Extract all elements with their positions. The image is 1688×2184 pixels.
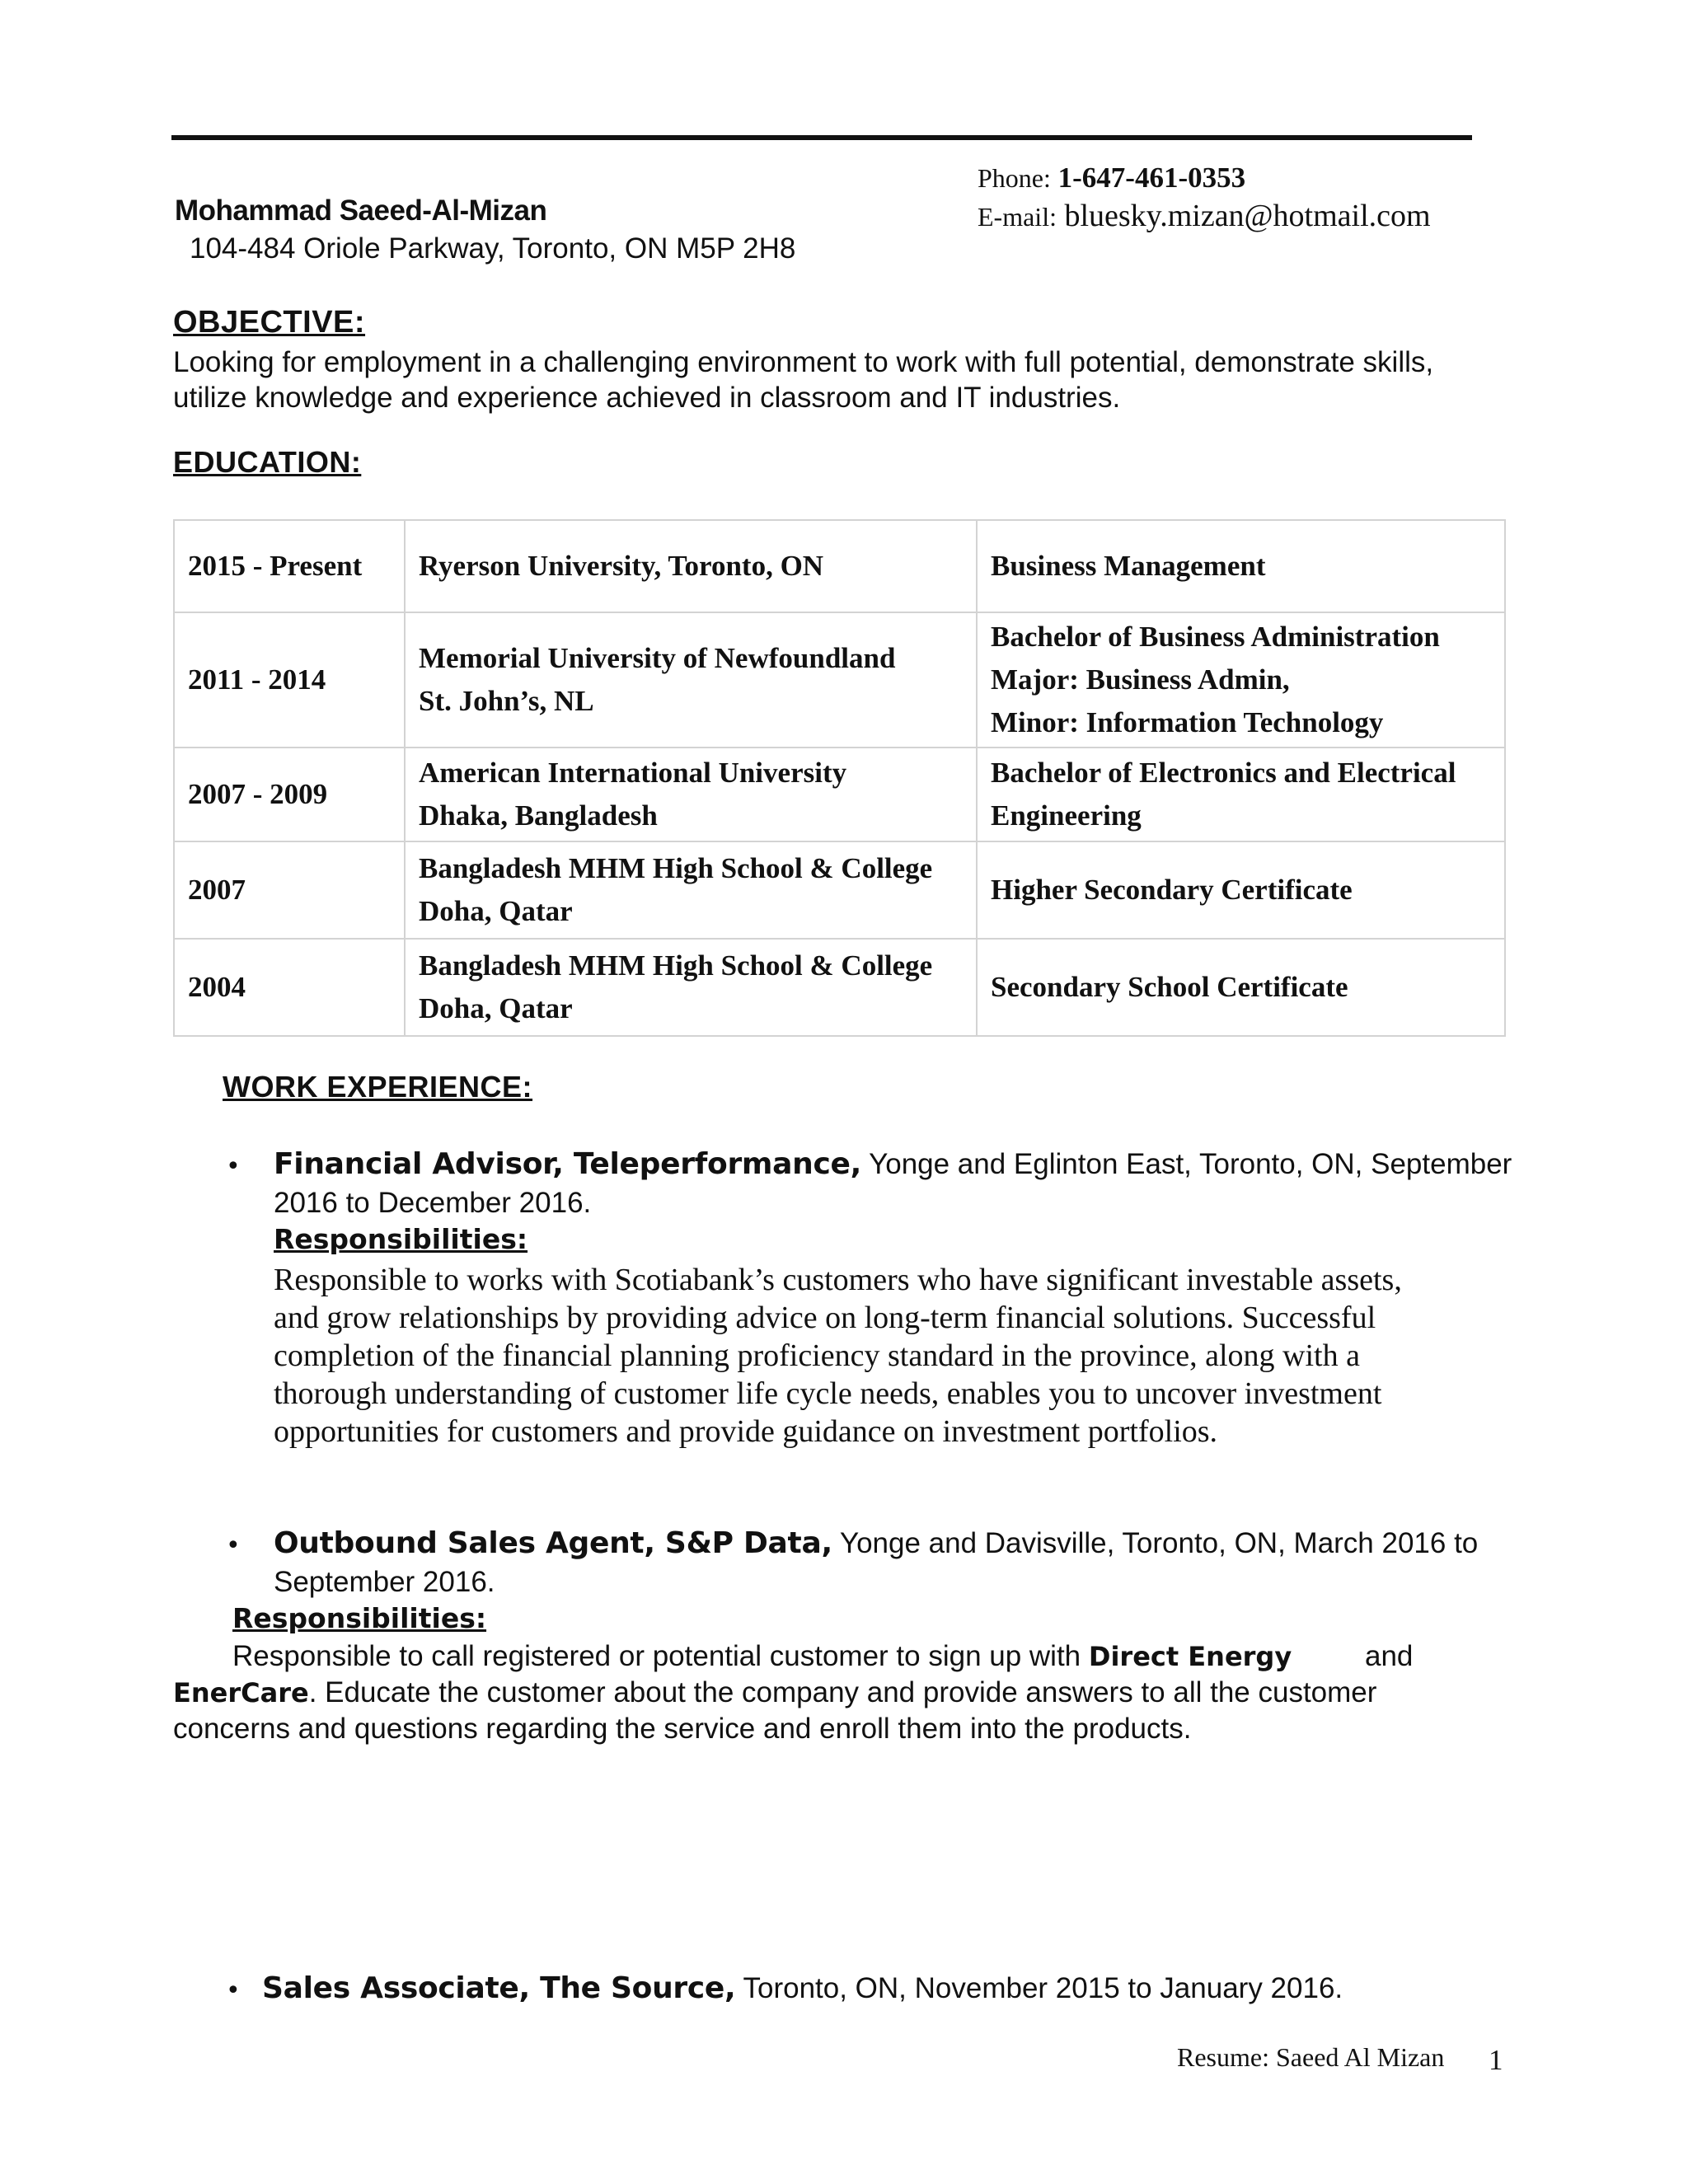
job-header-1 xyxy=(274,1147,1526,1181)
job-desc-line-2 xyxy=(173,1675,1508,1711)
job-details: Toronto, ON, November 2015 to January 2016. xyxy=(735,1972,1343,2004)
job-desc-line: Responsible to works with Scotiabank’s customers who have significant investable assets, xyxy=(274,1263,1402,1297)
job-title: Financial Advisor, Teleperformance, xyxy=(274,1147,861,1181)
edu-school-name: Memorial University of Newfoundland xyxy=(419,642,896,674)
edu-school-location: St. John’s, NL xyxy=(419,685,594,717)
job-description-1 xyxy=(274,1261,1526,1451)
job-details: Yonge and Davisville, Toronto, ON, March 2016 to xyxy=(832,1527,1479,1559)
phone-number: 1-647-461-0353 xyxy=(1057,162,1246,194)
edu-school xyxy=(405,939,977,1036)
edu-degree xyxy=(977,612,1505,748)
edu-school xyxy=(405,748,977,841)
job-desc-line: thorough understanding of customer life cycle needs, enables you to uncover investment xyxy=(274,1376,1382,1411)
edu-degree-name: Bachelor of Business Administration xyxy=(991,621,1440,653)
edu-degree-name: Higher Secondary Certificate xyxy=(991,874,1353,906)
edu-school xyxy=(405,612,977,748)
phone-label: Phone: xyxy=(978,163,1051,193)
work-experience-heading: WORK EXPERIENCE: xyxy=(223,1070,533,1104)
top-rule xyxy=(171,135,1472,140)
email-line xyxy=(978,198,1431,234)
job-details: Yonge and Eglinton East, Toronto, ON, September xyxy=(861,1148,1512,1180)
job-desc-line: completion of the financial planning proficiency standard in the province, along with a xyxy=(274,1338,1360,1373)
edu-degree-minor: Minor: Information Technology xyxy=(991,706,1384,738)
objective-line-1: Looking for employment in a challenging environment to work with full potential, demonstrate skills, xyxy=(173,346,1434,378)
edu-years: 2007 xyxy=(174,841,405,939)
edu-school-location: Doha, Qatar xyxy=(419,895,573,927)
edu-years: 2004 xyxy=(174,939,405,1036)
candidate-address: 104-484 Oriole Parkway, Toronto, ON M5P 2H8 xyxy=(190,232,796,265)
education-heading: EDUCATION: xyxy=(173,445,362,479)
job-desc-line-1 xyxy=(232,1638,1469,1675)
edu-school-location: Doha, Qatar xyxy=(419,992,573,1024)
responsibilities-heading: Responsibilities: xyxy=(232,1602,487,1634)
job-header-3 xyxy=(262,1971,1515,2005)
objective-line-2: utilize knowledge and experience achieved in classroom and IT industries. xyxy=(173,382,1121,414)
edu-degree-major: Major: Business Admin, xyxy=(991,663,1290,696)
bullet-icon: • xyxy=(226,1152,241,1181)
edu-degree-name: Business Management xyxy=(991,550,1266,582)
table-row xyxy=(174,612,1505,748)
bullet-icon: • xyxy=(226,1531,241,1560)
job-desc-text: Responsible to call registered or potential customer to sign up with xyxy=(232,1640,1089,1672)
email-address: bluesky.mizan@hotmail.com xyxy=(1064,199,1431,233)
job-dates: 2016 to December 2016. xyxy=(274,1187,592,1219)
footer-text: Resume: Saeed Al Mizan xyxy=(1177,2042,1445,2072)
job-desc-and: and xyxy=(1365,1640,1414,1672)
edu-school-location: Dhaka, Bangladesh xyxy=(419,799,658,832)
table-row xyxy=(174,748,1505,841)
email-label: E-mail: xyxy=(978,202,1057,232)
job-dates: September 2016. xyxy=(274,1566,495,1598)
edu-school-name: Bangladesh MHM High School & College xyxy=(419,852,933,884)
objective-heading: OBJECTIVE: xyxy=(173,305,366,340)
phone-line xyxy=(978,162,1245,194)
candidate-name: Mohammad Saeed-Al-Mizan xyxy=(175,194,547,227)
edu-school-name: Bangladesh MHM High School & College xyxy=(419,949,933,982)
edu-degree xyxy=(977,748,1505,841)
edu-degree xyxy=(977,520,1505,612)
bullet-icon: • xyxy=(226,1976,241,2005)
job-title: Outbound Sales Agent, S&P Data, xyxy=(274,1526,832,1560)
job-desc-text: . Educate the customer about the company and provide answers to all the customer xyxy=(308,1676,1377,1708)
table-row xyxy=(174,841,1505,939)
job-header-2 xyxy=(274,1526,1526,1560)
edu-years: 2011 - 2014 xyxy=(174,612,405,748)
edu-degree-name: Bachelor of Electronics and Electrical xyxy=(991,757,1456,789)
edu-degree-cont: Engineering xyxy=(991,799,1142,832)
edu-years: 2015 - Present xyxy=(174,520,405,612)
brand-direct-energy: Direct Energy xyxy=(1088,1641,1292,1672)
edu-school-name: Ryerson University, Toronto, ON xyxy=(419,550,824,582)
edu-years: 2007 - 2009 xyxy=(174,748,405,841)
job-title: Sales Associate, The Source, xyxy=(262,1971,736,2005)
edu-school xyxy=(405,841,977,939)
responsibilities-heading: Responsibilities: xyxy=(274,1223,528,1255)
edu-school xyxy=(405,520,977,612)
objective-text xyxy=(173,344,1525,415)
edu-degree xyxy=(977,939,1505,1036)
job-desc-line-3: concerns and questions regarding the service and enroll them into the products. xyxy=(173,1713,1192,1745)
education-table xyxy=(173,519,1506,1037)
job-desc-line: and grow relationships by providing advice on long-term financial solutions. Successful xyxy=(274,1301,1376,1335)
table-row xyxy=(174,939,1505,1036)
table-row xyxy=(174,520,1505,612)
edu-degree xyxy=(977,841,1505,939)
brand-enercare: EnerCare xyxy=(173,1677,309,1708)
page-number: 1 xyxy=(1489,2044,1503,2076)
edu-degree-name: Secondary School Certificate xyxy=(991,971,1348,1003)
edu-school-name: American International University xyxy=(419,757,847,789)
job-desc-line: opportunities for customers and provide guidance on investment portfolios. xyxy=(274,1414,1218,1449)
